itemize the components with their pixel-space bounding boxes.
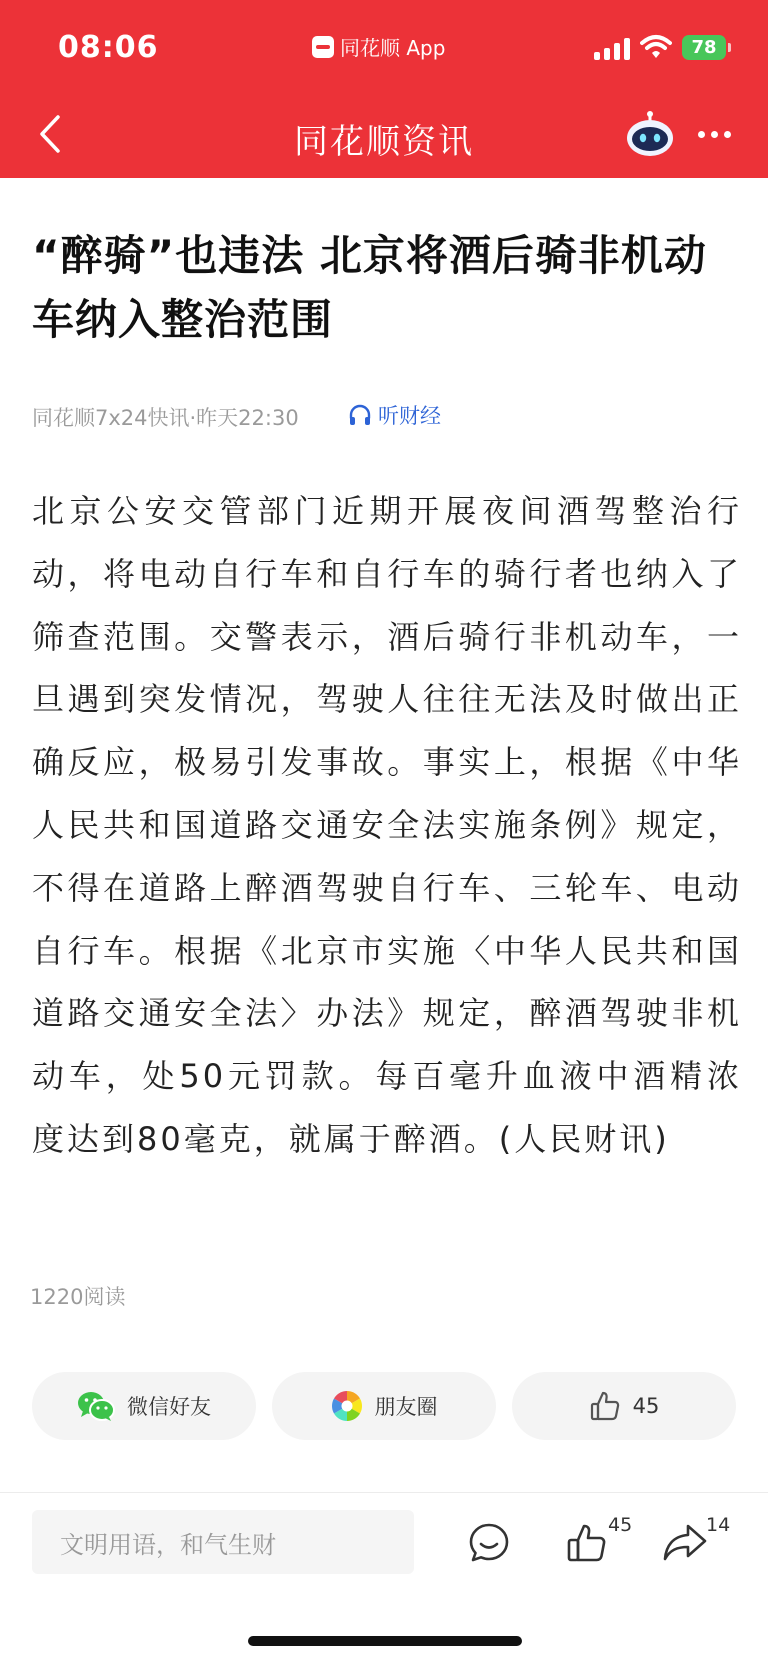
divider (0, 1492, 768, 1493)
comment-placeholder: 文明用语，和气生财 (60, 1530, 276, 1559)
battery-icon (682, 35, 726, 60)
more-dot-icon (698, 131, 705, 138)
headphones-icon (348, 403, 372, 427)
forward-button[interactable] (660, 1518, 710, 1568)
nav-bar (0, 92, 768, 178)
page-title: 同花顺资讯 (294, 122, 474, 162)
more-button[interactable] (692, 116, 736, 152)
status-source-app-label: 同花顺 App (340, 36, 446, 60)
home-indicator[interactable] (248, 1636, 522, 1646)
wifi-icon (640, 34, 672, 64)
like-article-button[interactable] (512, 1372, 736, 1440)
app-header (0, 0, 768, 178)
moments-icon (331, 1390, 363, 1422)
like-article-count: 45 (632, 1394, 660, 1418)
share-wechat-button[interactable] (32, 1372, 256, 1440)
article-meta (32, 402, 299, 432)
share-wechat-label: 微信好友 (127, 1395, 211, 1419)
status-bar (0, 0, 768, 90)
comment-icon (468, 1522, 510, 1564)
comment-button[interactable] (464, 1518, 514, 1568)
share-moments-label: 朋友圈 (374, 1395, 438, 1419)
thumbs-up-icon (566, 1522, 608, 1564)
wechat-icon (77, 1390, 115, 1422)
bottom-like-button[interactable] (562, 1518, 612, 1568)
battery-level: 78 (691, 37, 717, 58)
article-body: 北京公安交管部门近期开展夜间酒驾整治行动，将电动自行车和自行车的骑行者也纳入了筛查范围。交警表示，酒后骑行非机动车，一旦遇到突发情况，驾驶人往往无法及时做出正确反应，极易引发事故。事实上，根据《中华人民共和国道路交通安全法实施条例》规定，不得在道路上醉酒驾驶自行车、三轮车、电动自行车。根据《北京市实施〈中华人民共和国道路交通安全法〉办法》规定，醉酒驾驶非机动车，处50元罚款。每百毫升血液中酒精浓度达到80毫克，就属于醉酒。(人民财讯) (32, 492, 742, 1158)
share-moments-button[interactable] (272, 1372, 496, 1440)
article-title: “醉骑”也违法 北京将酒后骑非机动车纳入整治范围 (32, 231, 707, 344)
comment-input[interactable] (32, 1510, 414, 1574)
status-source-app[interactable] (312, 32, 445, 61)
forward-icon (662, 1522, 708, 1564)
status-time: 08:06 (58, 30, 159, 65)
app-badge-icon (312, 36, 334, 58)
more-dot-icon (724, 131, 731, 138)
thumbs-up-icon (589, 1390, 621, 1422)
forward-count: 14 (706, 1514, 731, 1536)
cellular-signal-icon (594, 36, 630, 60)
bottom-like-count: 45 (608, 1514, 633, 1536)
listen-finance-button[interactable] (348, 400, 441, 430)
read-count: 1220阅读 (30, 1285, 126, 1309)
robot-assistant-icon[interactable] (624, 108, 676, 160)
more-dot-icon (711, 131, 718, 138)
listen-finance-label: 听财经 (378, 404, 441, 428)
article-source-time: 同花顺7x24快讯·昨天22:30 (32, 406, 299, 430)
